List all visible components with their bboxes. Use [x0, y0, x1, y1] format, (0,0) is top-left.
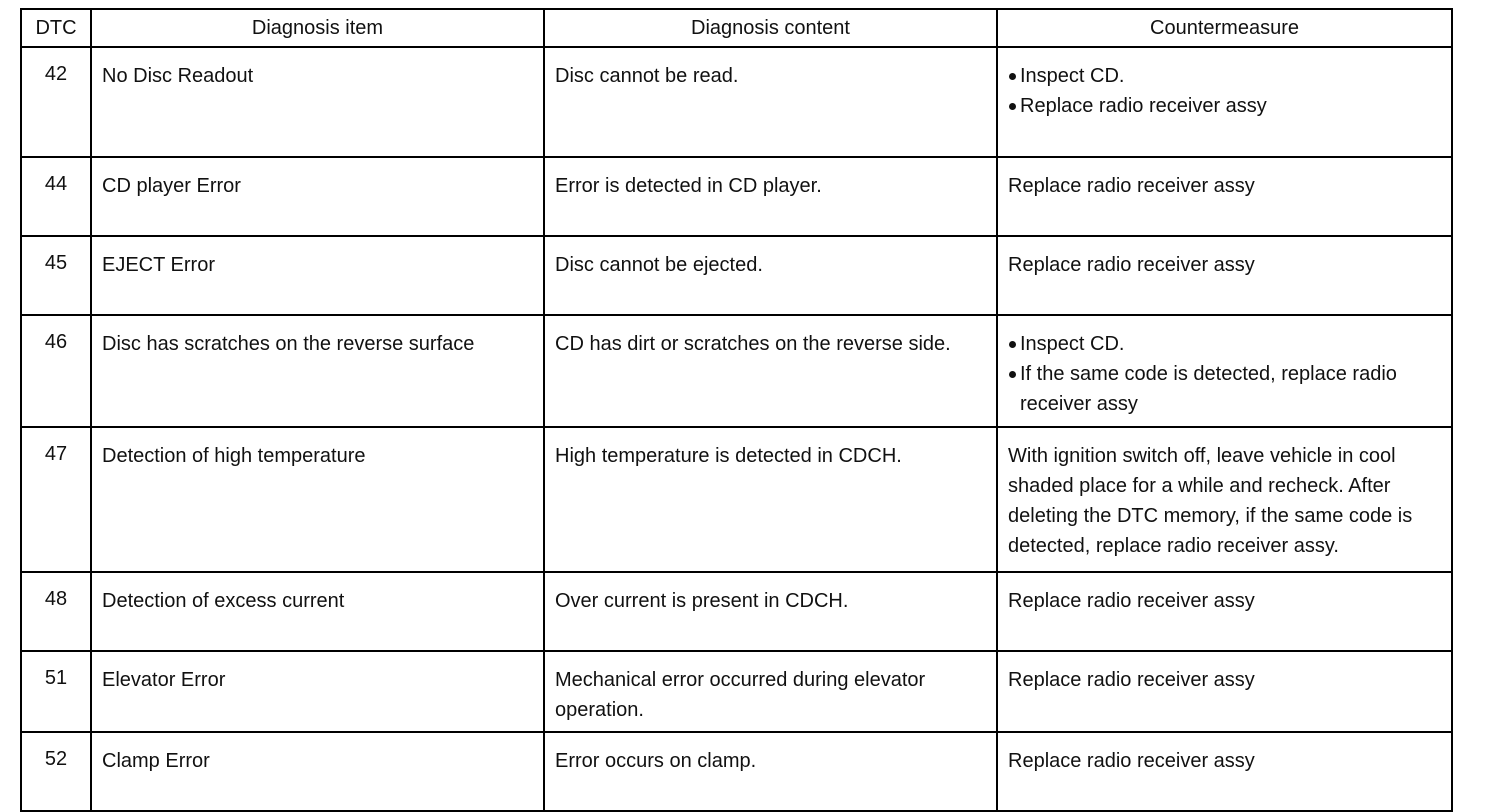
header-diagnosis-item: Diagnosis item — [91, 9, 544, 47]
table-row — [21, 427, 1452, 572]
diagnosis-content: Error is detected in CD player. — [544, 157, 997, 236]
table-header-row — [21, 9, 1452, 47]
diagnosis-item: Elevator Error — [91, 651, 544, 732]
countermeasure-bullet: Inspect CD. — [1008, 329, 1441, 359]
dtc-code: 44 — [21, 157, 91, 236]
countermeasure-bullet: If the same code is detected, replace radio receiver assy — [1008, 359, 1441, 419]
diagnosis-content: High temperature is detected in CDCH. — [544, 427, 997, 572]
countermeasure: Replace radio receiver assy — [997, 236, 1452, 315]
diagnosis-item: EJECT Error — [91, 236, 544, 315]
countermeasure: Replace radio receiver assy — [997, 157, 1452, 236]
diagnosis-content: Disc cannot be ejected. — [544, 236, 997, 315]
diagnosis-item: No Disc Readout — [91, 47, 544, 157]
countermeasure-bullet: Replace radio receiver assy — [1008, 91, 1441, 121]
diagnosis-item: Clamp Error — [91, 732, 544, 811]
dtc-code: 52 — [21, 732, 91, 811]
header-dtc: DTC — [21, 9, 91, 47]
header-diagnosis-content: Diagnosis content — [544, 9, 997, 47]
table-row — [21, 651, 1452, 732]
diagnosis-content: Over current is present in CDCH. — [544, 572, 997, 651]
diagnosis-content: Error occurs on clamp. — [544, 732, 997, 811]
dtc-code: 51 — [21, 651, 91, 732]
diagnosis-item: Detection of excess current — [91, 572, 544, 651]
diagnosis-item: Detection of high temperature — [91, 427, 544, 572]
countermeasure — [997, 315, 1452, 427]
dtc-code: 47 — [21, 427, 91, 572]
dtc-code: 42 — [21, 47, 91, 157]
table-row — [21, 236, 1452, 315]
countermeasure-bullet: Inspect CD. — [1008, 61, 1441, 91]
dtc-table — [20, 8, 1453, 812]
countermeasure-list — [1008, 61, 1441, 121]
diagnosis-item: CD player Error — [91, 157, 544, 236]
diagnosis-item: Disc has scratches on the reverse surface — [91, 315, 544, 427]
table-row — [21, 572, 1452, 651]
countermeasure: With ignition switch off, leave vehicle in cool shaded place for a while and recheck. After deleting the DTC memory, if the same code is detected, replace radio receiver assy. — [997, 427, 1452, 572]
table-row — [21, 732, 1452, 811]
countermeasure: Replace radio receiver assy — [997, 651, 1452, 732]
countermeasure-list — [1008, 329, 1441, 419]
countermeasure: Replace radio receiver assy — [997, 732, 1452, 811]
diagnosis-content: Disc cannot be read. — [544, 47, 997, 157]
countermeasure: Replace radio receiver assy — [997, 572, 1452, 651]
dtc-code: 46 — [21, 315, 91, 427]
countermeasure — [997, 47, 1452, 157]
diagnosis-content: Mechanical error occurred during elevator operation. — [544, 651, 997, 732]
table-row — [21, 47, 1452, 157]
dtc-code: 45 — [21, 236, 91, 315]
table-row — [21, 157, 1452, 236]
dtc-code: 48 — [21, 572, 91, 651]
diagnosis-content: CD has dirt or scratches on the reverse side. — [544, 315, 997, 427]
table-row — [21, 315, 1452, 427]
header-countermeasure: Countermeasure — [997, 9, 1452, 47]
